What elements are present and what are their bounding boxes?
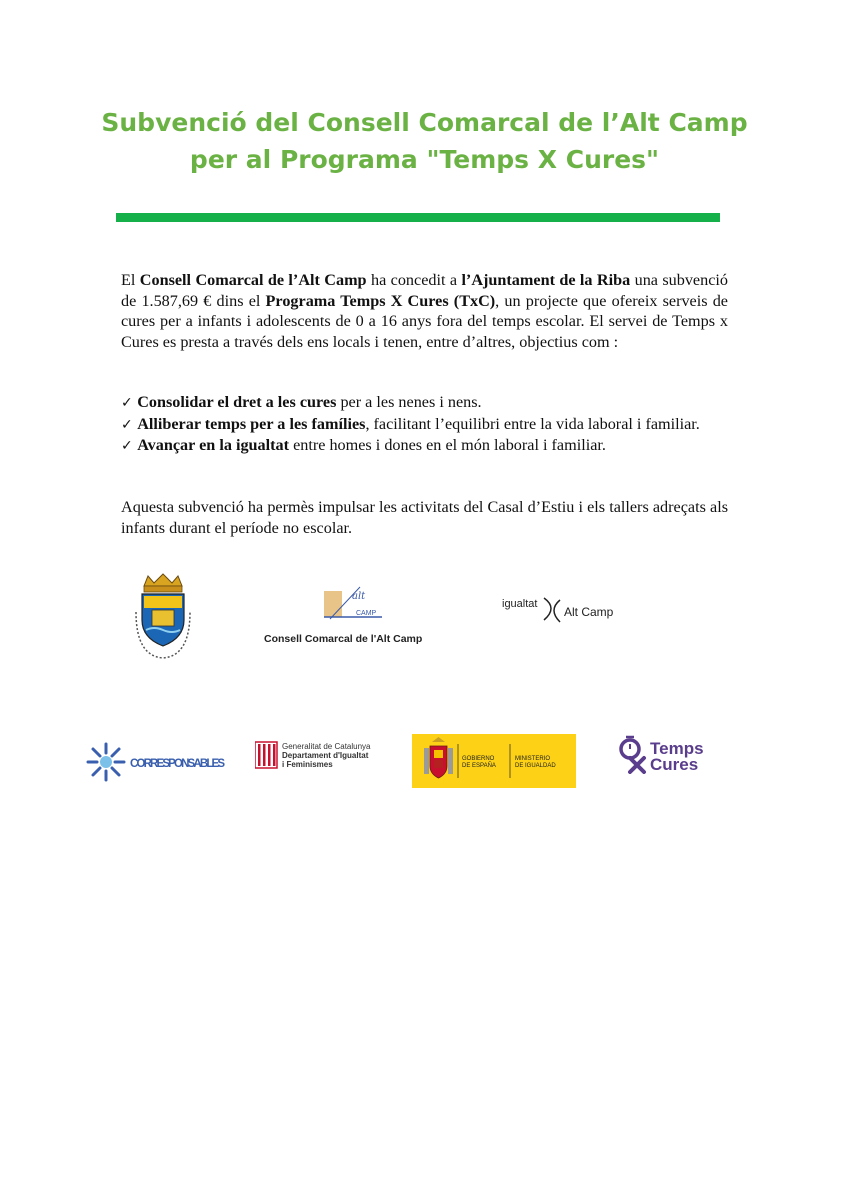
generalitat-line-3: i Feminismes bbox=[282, 760, 333, 769]
gobierno-line-1: GOBIERNO bbox=[462, 756, 495, 762]
intro-text: ha concedit a bbox=[366, 271, 462, 289]
title-line-1: Subvenció del Consell Comarcal de l’Alt Camp bbox=[101, 108, 748, 137]
check-mark-icon: ✓ bbox=[121, 395, 138, 411]
intro-text: una subvenció de 1.587,69 € dins el bbox=[121, 271, 728, 310]
objectives-list bbox=[121, 392, 728, 457]
alt-camp-text: Alt Camp bbox=[564, 605, 614, 619]
generalitat-line-2: Departament d'Igualtat bbox=[282, 751, 369, 760]
objective-bold: Alliberar temps per a les famílies bbox=[137, 414, 366, 433]
title-line-2: per al Programa "Temps X Cures" bbox=[189, 145, 660, 174]
generalitat-catalunya-logo bbox=[255, 740, 385, 774]
check-mark-icon: ✓ bbox=[121, 438, 138, 455]
objective-item bbox=[121, 435, 728, 457]
consell-mark-top-text: alt bbox=[352, 591, 366, 602]
corresponsables-logo bbox=[84, 740, 229, 784]
corresponsables-text: CORRESPONSABLES bbox=[130, 758, 225, 770]
intro-bold-consell: Consell Comarcal de l’Alt Camp bbox=[139, 271, 367, 289]
objective-text: per a les nenes i nens. bbox=[336, 393, 482, 411]
objective-text: , facilitant l’equilibri entre la vida laboral i familiar. bbox=[365, 414, 700, 433]
temps-x-cures-logo bbox=[616, 734, 720, 774]
intro-text: , un projecte que ofereix serveis de cures per a infants i adolescents de 0 a 16 anys fora del temps escolar. El servei de Temps x Cures es presta a través dels ens locals i tenen, entre d’altres, objectius com : bbox=[121, 291, 728, 351]
intro-text: El bbox=[121, 271, 140, 289]
gobierno-espana-ministerio-igualdad-logo bbox=[412, 734, 576, 788]
gobierno-line-2: DE ESPAÑA bbox=[462, 763, 496, 769]
cures-text: Cures bbox=[650, 755, 699, 774]
ministerio-line-1: MINISTERIO bbox=[515, 756, 551, 762]
intro-bold-programa: Programa Temps X Cures (TxC) bbox=[265, 291, 496, 310]
igualtat-alt-camp-logo bbox=[500, 590, 625, 630]
objective-item bbox=[121, 414, 728, 436]
consell-comarcal-label: Consell Comarcal de l'Alt Camp bbox=[264, 633, 423, 645]
intro-paragraph bbox=[121, 270, 728, 352]
consell-comarcal-logo-mark bbox=[320, 585, 386, 625]
objective-bold: Avançar en la igualtat bbox=[137, 436, 290, 455]
temps-text: Temps bbox=[650, 739, 704, 758]
objective-bold: Consolidar el dret a les cures bbox=[137, 393, 337, 411]
igualtat-text: igualtat bbox=[502, 598, 538, 610]
check-mark-icon: ✓ bbox=[121, 416, 138, 433]
consell-mark-bottom-text: CAMP bbox=[356, 610, 377, 617]
objective-text: entre homes i dones en el món laboral i familiar. bbox=[289, 436, 606, 455]
ministerio-line-2: DE IGUALDAD bbox=[515, 763, 556, 769]
title-divider bbox=[116, 213, 720, 222]
generalitat-line-1: Generalitat de Catalunya bbox=[282, 742, 371, 751]
intro-bold-ajuntament: l’Ajuntament de la Riba bbox=[461, 271, 631, 289]
la-riba-coat-of-arms-logo bbox=[130, 572, 196, 660]
objective-item bbox=[121, 392, 728, 414]
closing-paragraph: Aquesta subvenció ha permès impulsar les activitats del Casal d’Estiu i els tallers adreçats als infants durant el període no escolar. bbox=[121, 498, 728, 537]
document-title bbox=[0, 104, 849, 178]
